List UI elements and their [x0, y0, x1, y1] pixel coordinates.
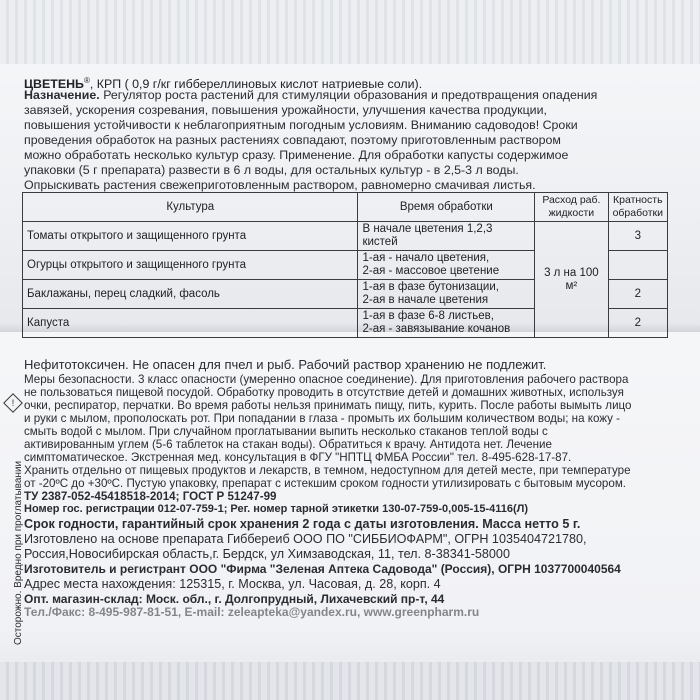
purpose-label: Назначение.	[24, 88, 100, 102]
bottom-line: Опт. магазин-склад: Моск. обл., г. Долгопрудный, Лихачевский пр-т, 44	[24, 592, 445, 606]
time-cell: 1-ая - начало цветения, 2-ая - массовое цветение	[358, 251, 535, 280]
col-time-header: Время обработки	[358, 193, 535, 222]
table-header-row	[23, 193, 668, 222]
bottom-line: активированным углем (5-6 таблеток на стакан воды). Обратиться к врачу. Антидота нет. Лечение	[24, 438, 552, 451]
crop-cell: Баклажаны, перец сладкий, фасоль	[23, 280, 358, 309]
crop-cell: Томаты открытого и защищенного грунта	[23, 222, 358, 251]
purpose-line-2: завязей, ускорения созревания, повышения урожайности, улучшения качества продукции,	[24, 103, 547, 117]
crop-cell: Огурцы открытого и защищенного грунта	[23, 251, 358, 280]
bottom-line: Изготовлено на основе препарата Гиббереиб ООО ПО "СИББИОФАРМ", ОГРН 1035404721780,	[24, 532, 587, 546]
purpose-text: Регулятор роста растений для стимуляции образования и предотвращения опадения	[99, 88, 598, 102]
count-cell	[608, 251, 667, 280]
bottom-line: от -20ºС до +30ºС. Пустую упаковку, препарат с истекшим сроком годности утилизировать с бытовым мусором.	[24, 477, 627, 490]
count-cell: 3	[608, 222, 667, 251]
product-title: ЦВЕТЕНЬ	[24, 77, 84, 92]
purpose-line-4: проведения обработок на разных растениях совпадают, поэтому приготовленным раствором	[24, 133, 561, 147]
bottom-line: Адрес места нахождения: 125315, г. Москва, ул. Часовая, д. 28, корп. 4	[24, 577, 441, 591]
side-warning-text: Осторожно. Вредно при проглатывании	[13, 460, 24, 645]
rate-cell: 3 л на 100 м²	[535, 222, 608, 338]
purpose-line-1	[24, 88, 597, 103]
registered-mark: ®	[83, 76, 90, 85]
bottom-line: Россия,Новосибирская область,г. Бердск, ул Химзаводская, 11, тел. 8-38341-58000	[24, 547, 510, 561]
count-cell: 2	[608, 309, 667, 338]
bottom-seal	[0, 662, 700, 700]
bottom-line: смыть водой с мылом. При случайном проглатывании выпить несколько стаканов теплой воды с	[24, 425, 548, 438]
bottom-line: симптоматическое. Экстренная мед. консультация в ФГУ "НПТЦ ФМБА России" тел. 8-495-628-17-87.	[24, 451, 572, 464]
crop-cell: Капуста	[23, 309, 358, 338]
bottom-line: очки, респиратор, перчатки. Во время работы нельзя принимать пищу, пить, курить. После работы вымыть лицо	[24, 399, 632, 412]
top-seal	[0, 0, 700, 64]
col-crop-header: Культура	[23, 193, 358, 222]
bottom-line: Хранить отдельно от пищевых продуктов и лекарств, в темном, недоступном для детей месте, при температуре	[24, 464, 631, 477]
bottom-line: Тел./Факс: 8-495-987-81-51, E-mail: zeleapteka@yandex.ru, www.greenpharm.ru	[24, 605, 480, 619]
bottom-line: ТУ 2387-052-45418518-2014; ГОСТ Р 51247-99	[24, 490, 277, 503]
purpose-line-5: можно обработать несколько культур сразу. Применение. Для обработки капусты содержимое	[24, 148, 569, 162]
bottom-line: не пользоваться пищевой посудой. Обработку проводить в отсутствие детей и домашних животных, используя	[24, 386, 624, 399]
count-cell: 2	[608, 280, 667, 309]
product-formulation: , КРП ( 0,9 г/кг гиббереллиновых кислот натриевые соли).	[89, 77, 423, 92]
bottom-line: и руки с мылом, прополоскать рот. При попадании в глаза - промыть их большим количеством воды; на кожу -	[24, 412, 621, 425]
application-table	[22, 192, 668, 338]
purpose-line-6: упаковки (5 г препарата) развести в 6 л воды, для остальных культур - в 2,5-3 л воды.	[24, 163, 519, 177]
bottom-line: Номер гос. регистрации 012-07-759-1; Рег. номер тарной этикетки 130-07-759-0,005-15-4116(Л)	[24, 503, 529, 515]
purpose-line-3: повышения устойчивости к неблагоприятным погодным условиям. Вниманию садоводов! Сроки	[24, 118, 578, 132]
col-count-header: Кратность обработки	[608, 193, 667, 222]
bottom-line: Нефитотоксичен. Не опасен для пчел и рыб. Рабочий раствор хранению не подлежит.	[24, 357, 547, 372]
time-cell: 1-ая в фазе 6-8 листьев, 2-ая - завязывание кочанов	[358, 309, 535, 338]
bottom-line: Срок годности, гарантийный срок хранения 2 года с даты изготовления. Масса нетто 5 г.	[24, 517, 581, 531]
time-cell: 1-ая в фазе бутонизации, 2-ая в начале цветения	[358, 280, 535, 309]
warning-symbol: !	[11, 398, 15, 408]
table-row	[23, 222, 668, 251]
time-cell: В начале цветения 1,2,3 кистей	[358, 222, 535, 251]
bottom-line: Изготовитель и регистрант ООО "Фирма "Зеленая Аптека Садовода" (Россия), ОГРН 1037700040564	[24, 562, 621, 576]
bottom-line: Меры безопасности. 3 класс опасности (умеренно опасное соединение). Для приготовления рабочего раствора	[24, 373, 629, 386]
purpose-line-7: Опрыскивать растения свежеприготовленным раствором, равномерно смачивая листья.	[24, 178, 536, 192]
col-rate-header: Расход раб. жидкости	[535, 193, 608, 222]
